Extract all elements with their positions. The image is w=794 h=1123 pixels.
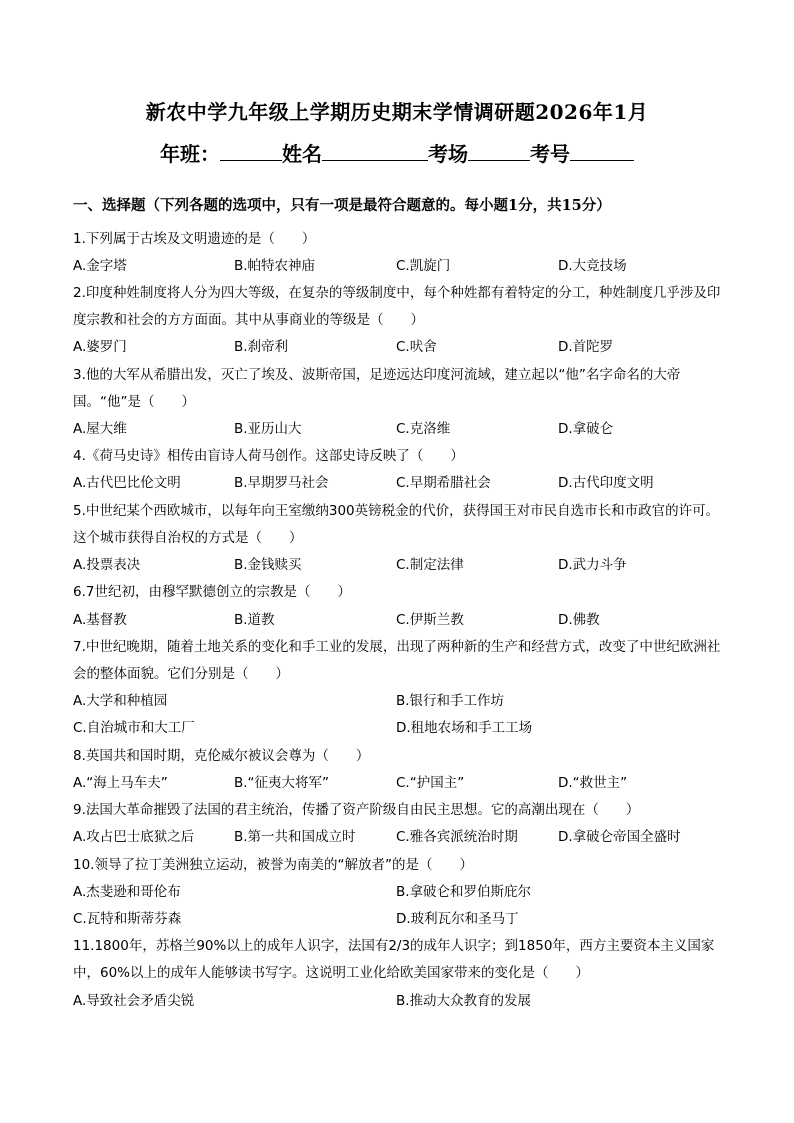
question-stem: 1.下列属于古埃及文明遗迹的是（ ） — [73, 231, 316, 247]
student-info-line — [0, 138, 794, 167]
option-c[interactable]: C.凯旋门 — [396, 258, 451, 274]
option-d[interactable]: D.租地农场和手工工场 — [396, 720, 533, 736]
option-c[interactable]: C.吠舍 — [396, 339, 437, 355]
option-b[interactable]: B.银行和手工作坊 — [396, 693, 505, 709]
option-d[interactable]: D.拿破仑帝国全盛时 — [558, 829, 681, 845]
question-stem: 9.法国大革命摧毁了法国的君主统治，传播了资产阶级自由民主思想。它的高潮出现在（ ） — [73, 802, 640, 818]
name-label: 姓名 — [282, 142, 322, 166]
option-d[interactable]: D.古代印度文明 — [558, 475, 654, 491]
option-b[interactable]: B.推动大众教育的发展 — [396, 993, 532, 1009]
option-c[interactable]: C.克洛维 — [396, 421, 451, 437]
option-b[interactable]: B.金钱赎买 — [234, 557, 302, 573]
question-stem: 3.他的大军从希腊出发，灭亡了埃及、波斯帝国，足迹远达印度河流域，建立起以“他”名字命名的大帝国。“他”是（ ） — [73, 367, 681, 410]
option-d[interactable]: D.拿破仑 — [558, 421, 614, 437]
option-b[interactable]: B.亚历山大 — [234, 421, 302, 437]
room-blank[interactable] — [468, 140, 530, 161]
question-options — [73, 688, 723, 715]
question-options — [73, 607, 723, 634]
option-a[interactable]: A.基督教 — [73, 612, 127, 628]
option-a[interactable]: A.屋大维 — [73, 421, 127, 437]
option-c[interactable]: C.伊斯兰教 — [396, 612, 464, 628]
option-c[interactable]: C.自治城市和大工厂 — [73, 720, 195, 736]
option-d[interactable]: D.“救世主” — [558, 775, 628, 791]
question-options — [73, 770, 723, 797]
option-a[interactable]: A.“海上马车夫” — [73, 775, 168, 791]
question-options — [73, 552, 723, 579]
option-a[interactable]: A.古代巴比伦文明 — [73, 475, 181, 491]
option-b[interactable]: B.道教 — [234, 612, 275, 628]
class-blank[interactable] — [220, 140, 282, 161]
option-a[interactable]: A.攻占巴士底狱之后 — [73, 829, 195, 845]
option-d[interactable]: D.首陀罗 — [558, 339, 614, 355]
number-blank[interactable] — [570, 140, 634, 161]
option-b[interactable]: B.刹帝利 — [234, 339, 289, 355]
option-a[interactable]: A.金字塔 — [73, 258, 127, 274]
exam-title: 新农中学九年级上学期历史期末学情调研题2026年1月 — [145, 100, 649, 124]
question-options — [73, 715, 723, 742]
question-stem: 7.中世纪晚期，随着土地关系的变化和手工业的发展，出现了两种新的生产和经营方式，改变了中世纪欧洲社会的整体面貌。它们分别是（ ） — [73, 639, 721, 682]
option-c[interactable]: C.雅各宾派统治时期 — [396, 829, 518, 845]
option-d[interactable]: D.玻利瓦尔和圣马丁 — [396, 911, 519, 927]
question-stem: 10.领导了拉丁美洲独立运动，被誉为南美的“解放者”的是（ ） — [73, 857, 473, 873]
question-options — [73, 906, 723, 933]
question-stem: 6.7世纪初，由穆罕默德创立的宗教是（ ） — [73, 584, 351, 600]
question-options — [73, 879, 723, 906]
number-label: 考号 — [530, 142, 570, 166]
option-d[interactable]: D.大竞技场 — [558, 258, 627, 274]
question-options — [73, 824, 723, 851]
option-c[interactable]: C.“护国主” — [396, 775, 465, 791]
question-options — [73, 988, 723, 1015]
option-b[interactable]: B.帕特农神庙 — [234, 258, 316, 274]
room-label: 考场 — [428, 142, 468, 166]
option-a[interactable]: A.导致社会矛盾尖锐 — [73, 993, 195, 1009]
option-a[interactable]: A.大学和种植园 — [73, 693, 168, 709]
option-b[interactable]: B.早期罗马社会 — [234, 475, 329, 491]
class-label: 年班： — [160, 142, 220, 166]
question-options — [73, 416, 723, 443]
question-stem: 4.《荷马史诗》相传由盲诗人荷马创作。这部史诗反映了（ ） — [73, 448, 464, 464]
option-a[interactable]: A.投票表决 — [73, 557, 141, 573]
question-stem: 8.英国共和国时期，克伦威尔被议会尊为（ ） — [73, 748, 370, 764]
option-c[interactable]: C.制定法律 — [396, 557, 464, 573]
option-c[interactable]: C.瓦特和斯蒂芬森 — [73, 911, 182, 927]
question-stem: 5.中世纪某个西欧城市，以每年向王室缴纳300英镑税金的代价，获得国王对市民自选市长和市政官的许可。这个城市获得自治权的方式是（ ） — [73, 503, 720, 546]
question-options — [73, 470, 723, 497]
section-title: 一、选择题（下列各题的选项中，只有一项是最符合题意的。每小题1分，共15分） — [73, 197, 611, 214]
question-stem: 11.1800年，苏格兰90%以上的成年人识字，法国有2/3的成年人识字；到1850年，西方主要资本主义国家中，60%以上的成年人能够读书写字。这说明工业化给欧美国家带来的变化是（ ） — [73, 938, 715, 981]
option-c[interactable]: C.早期希腊社会 — [396, 475, 491, 491]
option-b[interactable]: B.拿破仑和罗伯斯庇尔 — [396, 884, 532, 900]
option-a[interactable]: A.婆罗门 — [73, 339, 127, 355]
question-options — [73, 253, 723, 280]
option-b[interactable]: B.第一共和国成立时 — [234, 829, 356, 845]
option-b[interactable]: B.“征夷大将军” — [234, 775, 330, 791]
option-d[interactable]: D.武力斗争 — [558, 557, 627, 573]
option-d[interactable]: D.佛教 — [558, 612, 600, 628]
option-a[interactable]: A.杰斐逊和哥伦布 — [73, 884, 181, 900]
name-blank[interactable] — [322, 140, 428, 161]
question-options — [73, 334, 723, 361]
question-stem: 2.印度种姓制度将人分为四大等级，在复杂的等级制度中，每个种姓都有着特定的分工，种姓制度几乎涉及印度宗教和社会的方方面面。其中从事商业的等级是（ ） — [73, 285, 721, 328]
